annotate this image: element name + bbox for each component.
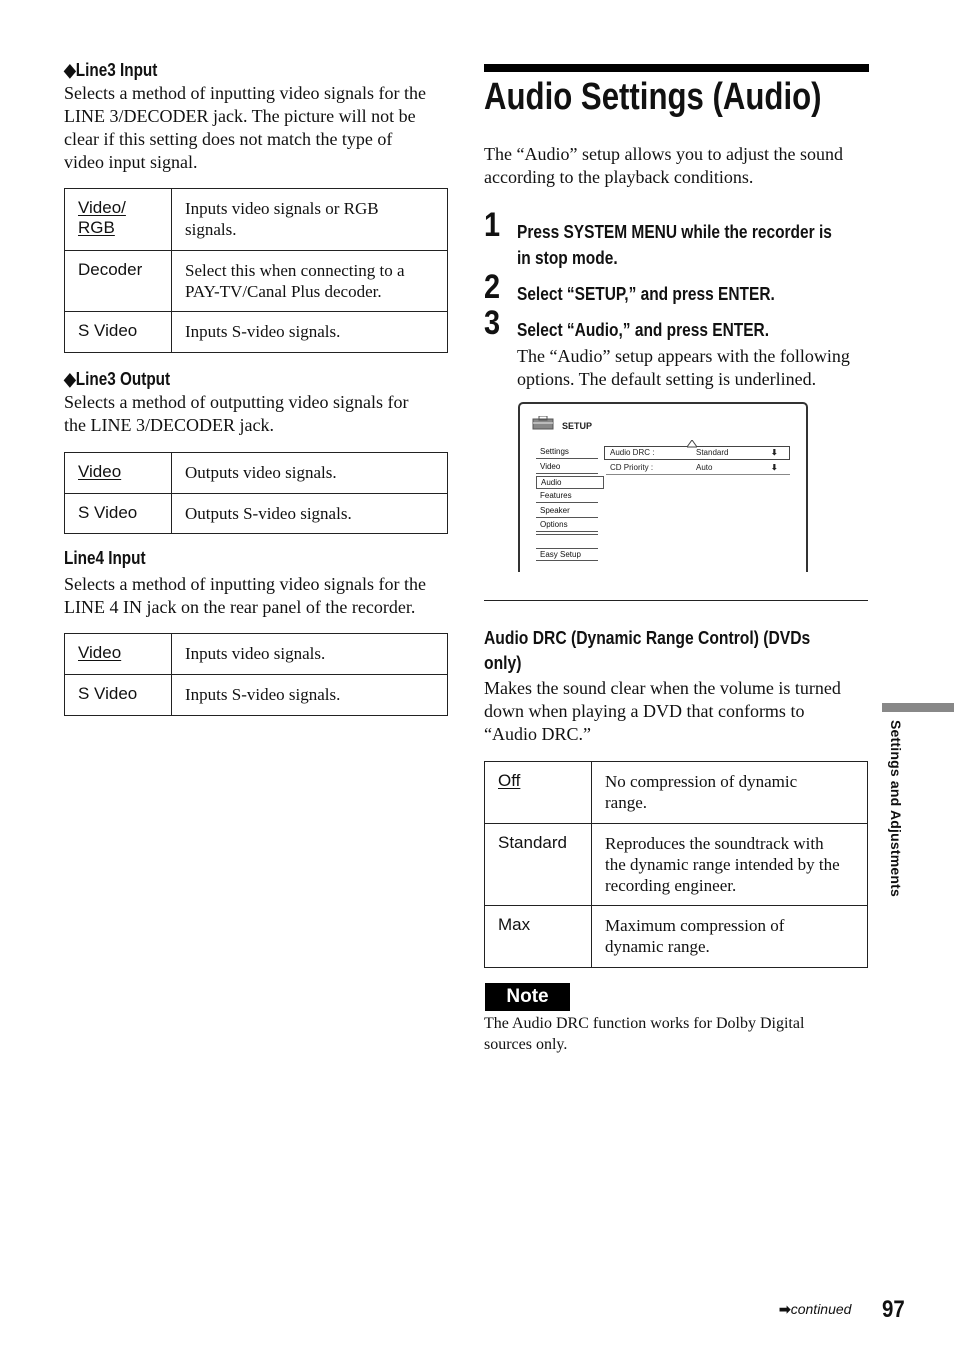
option-key: Standard	[485, 824, 592, 906]
section-divider	[484, 600, 868, 601]
table-row	[485, 824, 868, 906]
option-value: Inputs video signals or RGB signals.	[172, 189, 448, 251]
title-bar	[484, 64, 869, 72]
option-key: Video	[65, 634, 172, 675]
diamond-icon: ◆	[64, 60, 76, 80]
page-number: 97	[882, 1296, 905, 1323]
option-key: Max	[485, 906, 592, 968]
continued-label: ➡continued	[779, 1301, 852, 1317]
side-tab-label: Settings and Adjustments	[888, 720, 904, 897]
line3-input-desc: Selects a method of inputting video signals for the LINE 3/DECODER jack. The picture will not be clear if this setting does not match the type of video input signal.	[64, 83, 426, 172]
option-key: Video	[65, 453, 172, 494]
audio-drc-heading: Audio DRC (Dynamic Range Control) (DVDs only)	[484, 628, 811, 673]
step-2-number: 2	[484, 268, 501, 306]
step-1-text: Press SYSTEM MENU while the recorder is in stop mode.	[517, 222, 832, 268]
setup-screen-header: SETUP	[562, 421, 593, 431]
option-key: Video/ RGB	[65, 189, 172, 251]
step-3-number: 3	[484, 304, 501, 342]
line3-output-desc: Selects a method of outputting video signals for the LINE 3/DECODER jack.	[64, 392, 409, 435]
setup-menu-item-options[interactable]: Options	[536, 519, 598, 532]
option-value: No compression of dynamic range.	[592, 762, 868, 824]
audio-drc-value: Standard	[696, 448, 729, 457]
line3-output-table	[64, 452, 448, 534]
setup-menu-item-audio[interactable]: Audio	[536, 476, 604, 489]
page-title: Audio Settings (Audio)	[484, 76, 822, 118]
table-row	[485, 762, 868, 824]
step-3-text: Select “Audio,” and press ENTER.	[517, 320, 770, 340]
line3-input-heading: ◆Line3 Input	[64, 60, 158, 80]
line4-input-desc: Selects a method of inputting video signals for the LINE 4 IN jack on the rear panel of the recorder.	[64, 574, 426, 617]
audio-drc-desc: Makes the sound clear when the volume is turned down when playing a DVD that conforms to “Audio DRC.”	[484, 678, 841, 744]
option-value: Outputs video signals.	[172, 453, 448, 494]
toolbox-icon	[532, 416, 554, 430]
setup-menu-item-video[interactable]: Video	[536, 461, 598, 474]
setup-menu-item-speaker[interactable]: Speaker	[536, 505, 598, 518]
table-row	[65, 251, 448, 312]
table-row	[485, 906, 868, 968]
setup-menu-item-settings[interactable]: Settings	[536, 446, 598, 459]
option-value: Maximum compression of dynamic range.	[592, 906, 868, 968]
option-value: Inputs video signals.	[172, 634, 448, 675]
step-3-desc: The “Audio” setup appears with the following options. The default setting is underlined.	[517, 346, 850, 389]
option-value: Inputs S-video signals.	[172, 675, 448, 716]
table-row	[65, 189, 448, 251]
table-row	[65, 312, 448, 353]
step-2-text: Select “SETUP,” and press ENTER.	[517, 284, 775, 304]
arrow-down-icon: ⬇	[771, 448, 778, 457]
table-row	[65, 494, 448, 534]
option-key: Off	[485, 762, 592, 824]
line3-output-heading: ◆Line3 Output	[64, 369, 171, 389]
setup-menu-divider	[536, 534, 598, 535]
step-1-number: 1	[484, 206, 501, 244]
side-tab	[882, 720, 908, 920]
audio-intro: The “Audio” setup allows you to adjust the sound according to the playback conditions.	[484, 144, 843, 187]
table-row	[65, 634, 448, 675]
arrow-down-icon: ⬇	[771, 463, 778, 472]
option-value: Outputs S-video signals.	[172, 494, 448, 534]
note-badge: Note	[485, 983, 570, 1011]
option-value: Select this when connecting to a PAY-TV/Canal Plus decoder.	[172, 251, 448, 312]
arrow-up-icon	[687, 440, 697, 448]
option-value: Inputs S-video signals.	[172, 312, 448, 353]
line4-input-heading: Line4 Input	[64, 548, 146, 568]
option-key: S Video	[65, 675, 172, 716]
cd-priority-value: Auto	[696, 463, 713, 472]
cd-priority-divider	[606, 474, 790, 475]
table-row	[65, 675, 448, 716]
line4-input-table	[64, 633, 448, 716]
option-value: Reproduces the soundtrack with the dynamic range intended by the recording engineer.	[592, 824, 868, 906]
cd-priority-label: CD Priority :	[610, 463, 654, 472]
audio-drc-label: Audio DRC :	[610, 448, 655, 457]
table-row	[65, 453, 448, 494]
option-key: S Video	[65, 494, 172, 534]
side-tab-bar	[882, 703, 954, 712]
option-key: Decoder	[65, 251, 172, 312]
arrow-right-icon: ➡	[779, 1301, 791, 1317]
line3-input-table	[64, 188, 448, 353]
audio-drc-table	[484, 761, 868, 968]
note-text: The Audio DRC function works for Dolby Digital sources only.	[484, 1015, 805, 1053]
option-key: S Video	[65, 312, 172, 353]
diamond-icon: ◆	[64, 369, 76, 389]
setup-menu-item-features[interactable]: Features	[536, 490, 598, 503]
setup-menu-item-easy-setup[interactable]: Easy Setup	[536, 548, 598, 561]
